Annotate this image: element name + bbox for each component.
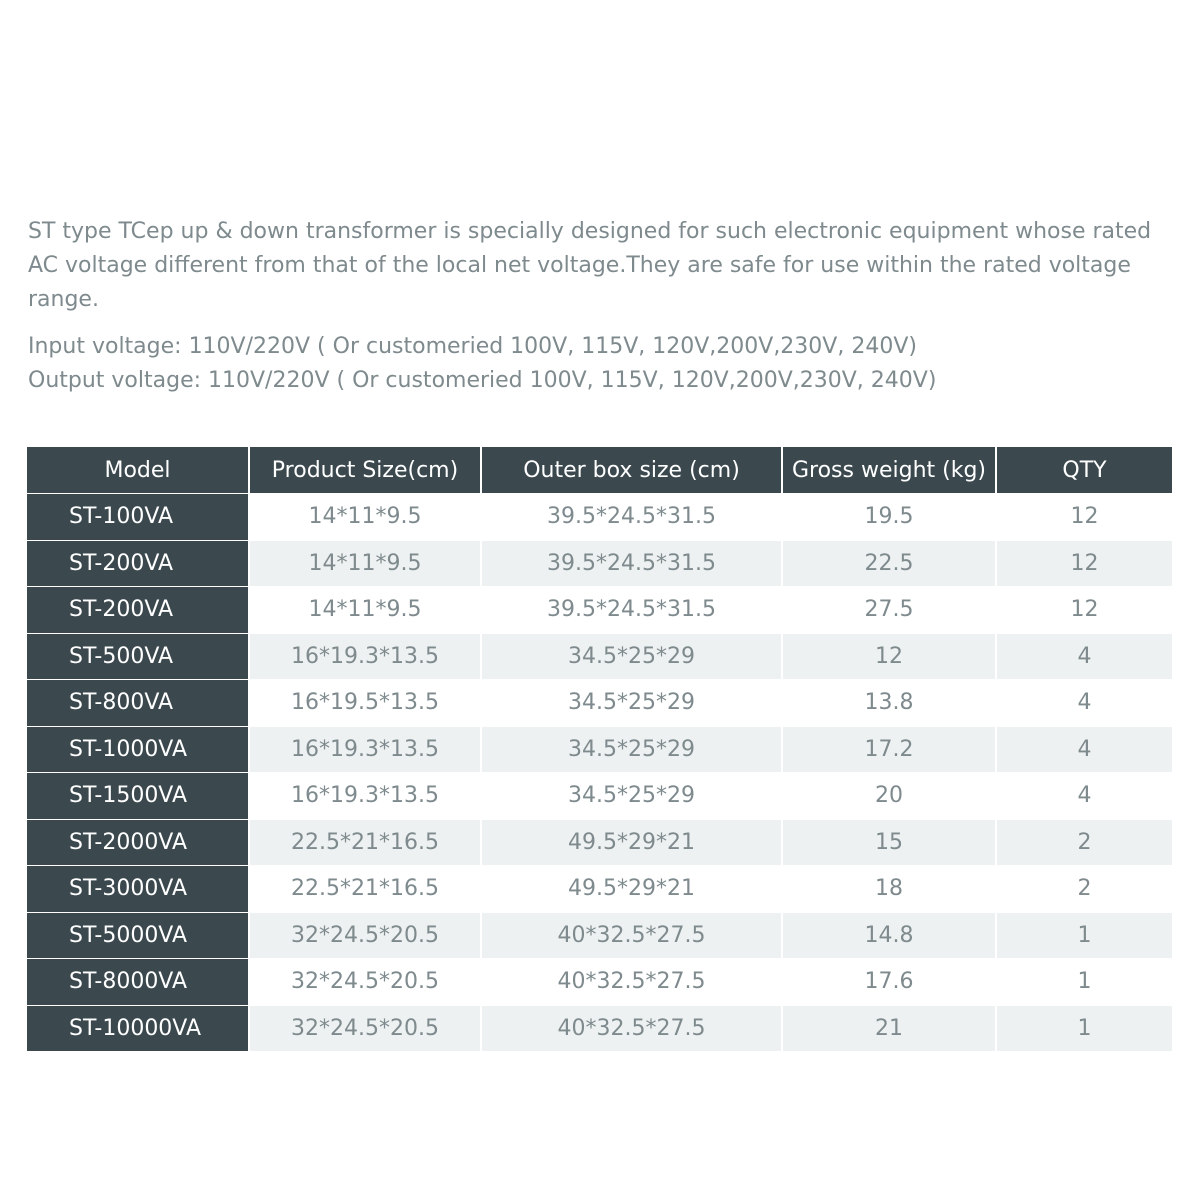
header-outer-box-size: Outer box size (cm) [481,447,782,494]
outer-box-size-cell: 40*32.5*27.5 [481,912,782,959]
header-qty: QTY [996,447,1172,494]
gross-weight-cell: 15 [782,819,996,866]
header-model: Model [27,447,249,494]
model-cell: ST-10000VA [27,1005,249,1052]
outer-box-size-cell: 39.5*24.5*31.5 [481,494,782,541]
product-size-cell: 14*11*9.5 [249,587,481,634]
qty-cell: 12 [996,494,1172,541]
table-row [27,587,1172,634]
table-row [27,726,1172,773]
table-row [27,866,1172,913]
qty-cell: 2 [996,819,1172,866]
product-size-cell: 22.5*21*16.5 [249,819,481,866]
table-row [27,1005,1172,1052]
qty-cell: 4 [996,633,1172,680]
table-row [27,494,1172,541]
model-cell: ST-800VA [27,680,249,727]
outer-box-size-cell: 49.5*29*21 [481,866,782,913]
product-size-cell: 32*24.5*20.5 [249,1005,481,1052]
product-size-cell: 16*19.3*13.5 [249,633,481,680]
model-cell: ST-200VA [27,540,249,587]
table-body [27,494,1172,1052]
model-cell: ST-500VA [27,633,249,680]
qty-cell: 12 [996,540,1172,587]
gross-weight-cell: 12 [782,633,996,680]
header-gross-weight: Gross weight (kg) [782,447,996,494]
table-row [27,912,1172,959]
table-row [27,819,1172,866]
table-row [27,633,1172,680]
table-row [27,540,1172,587]
outer-box-size-cell: 39.5*24.5*31.5 [481,540,782,587]
input-voltage-spec: Input voltage: 110V/220V ( Or customeried 100V, 115V, 120V,200V,230V, 240V) [28,334,917,359]
gross-weight-cell: 14.8 [782,912,996,959]
model-cell: ST-8000VA [27,959,249,1006]
gross-weight-cell: 18 [782,866,996,913]
outer-box-size-cell: 34.5*25*29 [481,726,782,773]
spec-table [27,447,1172,1052]
product-size-cell: 16*19.5*13.5 [249,680,481,727]
output-voltage-spec: Output voltage: 110V/220V ( Or customeried 100V, 115V, 120V,200V,230V, 240V) [28,368,937,393]
qty-cell: 12 [996,587,1172,634]
gross-weight-cell: 17.2 [782,726,996,773]
qty-cell: 2 [996,866,1172,913]
outer-box-size-cell: 34.5*25*29 [481,633,782,680]
table-header-row [27,447,1172,494]
product-size-cell: 16*19.3*13.5 [249,726,481,773]
product-description: ST type TCep up & down transformer is specially designed for such electronic equipment whose rated AC voltage different from that of the local net voltage.They are safe for use within the rated voltage range. [28,219,1152,312]
qty-cell: 4 [996,726,1172,773]
gross-weight-cell: 17.6 [782,959,996,1006]
qty-cell: 1 [996,959,1172,1006]
outer-box-size-cell: 40*32.5*27.5 [481,959,782,1006]
gross-weight-cell: 13.8 [782,680,996,727]
gross-weight-cell: 20 [782,773,996,820]
intro-section [28,215,1173,398]
product-size-cell: 32*24.5*20.5 [249,912,481,959]
gross-weight-cell: 22.5 [782,540,996,587]
outer-box-size-cell: 34.5*25*29 [481,680,782,727]
outer-box-size-cell: 39.5*24.5*31.5 [481,587,782,634]
qty-cell: 4 [996,773,1172,820]
model-cell: ST-2000VA [27,819,249,866]
product-size-cell: 32*24.5*20.5 [249,959,481,1006]
product-size-cell: 22.5*21*16.5 [249,866,481,913]
model-cell: ST-200VA [27,587,249,634]
model-cell: ST-5000VA [27,912,249,959]
outer-box-size-cell: 40*32.5*27.5 [481,1005,782,1052]
outer-box-size-cell: 49.5*29*21 [481,819,782,866]
gross-weight-cell: 27.5 [782,587,996,634]
model-cell: ST-1000VA [27,726,249,773]
product-size-cell: 14*11*9.5 [249,494,481,541]
product-size-cell: 16*19.3*13.5 [249,773,481,820]
model-cell: ST-3000VA [27,866,249,913]
product-size-cell: 14*11*9.5 [249,540,481,587]
gross-weight-cell: 19.5 [782,494,996,541]
table-row [27,959,1172,1006]
qty-cell: 4 [996,680,1172,727]
header-product-size: Product Size(cm) [249,447,481,494]
qty-cell: 1 [996,1005,1172,1052]
model-cell: ST-100VA [27,494,249,541]
table-row [27,773,1172,820]
table-row [27,680,1172,727]
qty-cell: 1 [996,912,1172,959]
outer-box-size-cell: 34.5*25*29 [481,773,782,820]
model-cell: ST-1500VA [27,773,249,820]
gross-weight-cell: 21 [782,1005,996,1052]
